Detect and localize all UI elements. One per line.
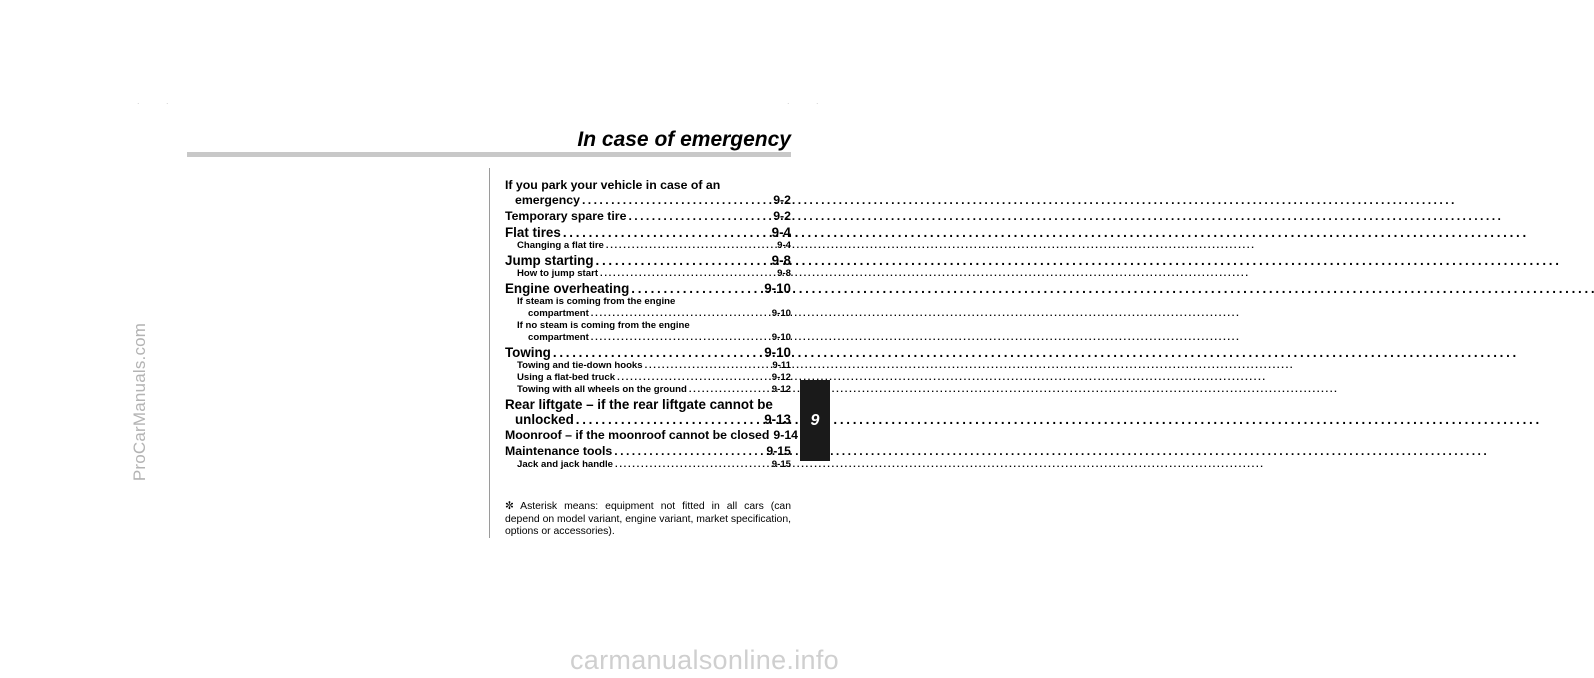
toc-subentry-flat-bed-truck[interactable] (505, 372, 791, 384)
dot-leader (600, 268, 775, 280)
dot-leader (628, 209, 771, 224)
dot-leader (576, 412, 762, 427)
toc-entry-rear-liftgate[interactable] (505, 397, 791, 427)
dot-leader (553, 345, 762, 360)
dot-leader (596, 253, 770, 268)
toc-entry-temporary-spare-tire[interactable] (505, 209, 791, 224)
toc-label-line-2: emergency (515, 193, 580, 207)
toc-label: How to jump start (517, 268, 599, 279)
toc-page: 9-11 (772, 360, 791, 371)
toc-label: Temporary spare tire (505, 209, 627, 223)
side-watermark: ProCarManuals.com (130, 322, 149, 482)
toc-label: Flat tires (505, 225, 561, 240)
toc-label-line-1: If you park your vehicle in case of an (505, 178, 721, 192)
toc-page: 9-15 (766, 444, 791, 458)
toc-page: 9-13 (764, 412, 791, 427)
toc-subentry-jack-handle[interactable] (505, 459, 791, 471)
toc-label-line-1: If steam is coming from the engine (517, 296, 676, 307)
toc-label-line-2: compartment (528, 308, 589, 319)
dot-leader (631, 281, 762, 296)
chapter-tab (800, 380, 830, 461)
toc-label: Changing a flat tire (517, 240, 604, 251)
toc-entry-moonroof[interactable] (505, 428, 799, 443)
toc-entry-engine-overheating[interactable] (505, 281, 791, 296)
toc-page: 9-10 (771, 308, 791, 319)
toc-label: Jack and jack handle (517, 459, 613, 470)
dot-leader (615, 459, 770, 471)
toc-label-line-1: If no steam is coming from the engine (517, 320, 690, 331)
toc-subentry-tie-down-hooks[interactable] (505, 360, 791, 372)
toc-page: 9-4 (771, 225, 791, 240)
chapter-title: In case of emergency (577, 128, 791, 151)
toc-page: 9-12 (771, 384, 791, 395)
toc-entry-maintenance-tools[interactable] (505, 444, 791, 459)
toc-subentry-how-to-jump-start[interactable] (505, 268, 791, 280)
toc-subentry-wheels-on-ground[interactable] (505, 384, 791, 396)
asterisk-footnote (505, 501, 791, 539)
dot-leader (689, 384, 770, 396)
toc-label-line-2: compartment (528, 332, 589, 343)
footnote-text: Asterisk means: equipment not fitted in all cars (can depend on model variant, engine variant, market specification, options or accessories). (505, 501, 791, 537)
dot-leader (645, 360, 771, 372)
toc-label: Using a flat-bed truck (517, 372, 616, 383)
chapter-tab-number: 9 (810, 411, 820, 429)
dot-leader (591, 308, 770, 320)
dot-leader (582, 193, 771, 208)
dot-leader (563, 225, 770, 240)
toc-page: 9-10 (764, 345, 791, 360)
toc-subentry-changing-flat-tire[interactable] (505, 240, 791, 252)
toc-page: 9-8 (771, 253, 791, 268)
dot-leader (606, 240, 775, 252)
toc-entry-flat-tires[interactable] (505, 225, 791, 240)
toc-label: Towing and tie-down hooks (517, 360, 643, 371)
corner-mark-left: . . (137, 96, 181, 106)
dot-leader (617, 372, 770, 384)
toc-entry-jump-starting[interactable] (505, 253, 791, 268)
table-of-contents (505, 177, 799, 471)
header-rule (187, 152, 791, 157)
toc-page: 9-10 (764, 281, 791, 296)
toc-page: 9-14 (773, 428, 799, 442)
toc-label: Towing (505, 345, 551, 360)
toc-label: Towing with all wheels on the ground (517, 384, 687, 395)
toc-page: 9-10 (771, 332, 791, 343)
toc-entry-towing[interactable] (505, 345, 791, 360)
toc-label: Engine overheating (505, 281, 630, 296)
toc-label: Moonroof – if the moonroof cannot be closed (505, 428, 770, 442)
dot-leader (591, 332, 770, 344)
asterisk-symbol: ✼ (505, 501, 514, 512)
bottom-watermark: carmanualsonline.info (570, 645, 839, 675)
toc-label-line-2: unlocked (515, 412, 574, 427)
toc-page: 9-4 (777, 240, 791, 251)
toc-page: 9-2 (773, 209, 791, 223)
toc-label: Maintenance tools (505, 444, 613, 458)
toc-subentry-steam-coming[interactable] (505, 296, 791, 320)
toc-subentry-no-steam-coming[interactable] (505, 320, 791, 344)
corner-mark-right: . . (787, 96, 831, 106)
toc-page: 9-15 (771, 459, 791, 470)
toc-page: 9-8 (777, 268, 791, 279)
toc-entry-park-vehicle[interactable] (505, 178, 791, 208)
toc-page: 9-12 (771, 372, 791, 383)
toc-label-line-1: Rear liftgate – if the rear liftgate cannot be (505, 397, 773, 412)
toc-label: Jump starting (505, 253, 594, 268)
toc-page: 9-2 (773, 193, 791, 207)
column-divider (489, 168, 490, 538)
dot-leader (614, 444, 764, 459)
